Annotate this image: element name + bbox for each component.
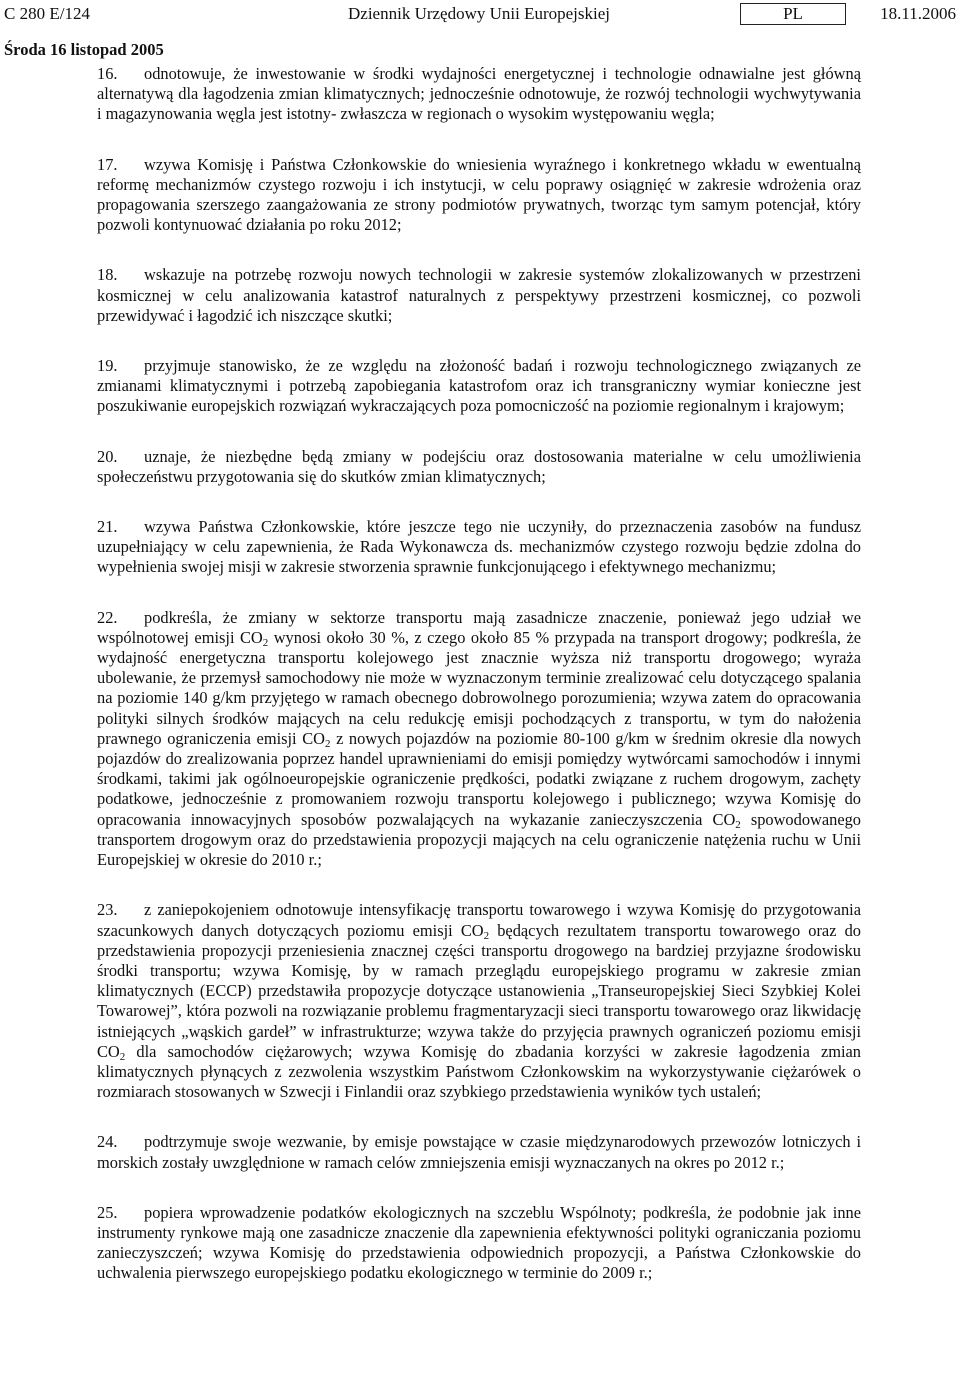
session-date: Środa 16 listopad 2005 <box>4 40 164 59</box>
subscript: 2 <box>324 737 331 750</box>
publication-date: 18.11.2006 <box>880 4 956 23</box>
page-header <box>4 3 956 25</box>
subscript: 2 <box>735 818 741 831</box>
paragraph-number: 25. <box>97 1202 118 1222</box>
subscript: 2 <box>262 636 269 649</box>
paragraph-text: popiera wprowadzenie podatków ekologicznych na szczeblu Wspólnoty; podkreśla, że podobnie jak inne instrumenty rynkowe mają one zasadnicze znaczenie dla zapewnienia efektywności polityki ograniczania poziomu zanieczyszczeń; wzywa Komisję do przedstawienia odpowiednich propozycji, a Państwa Członkowskie do uchwalenia pierwszego europejskiego podatku ekologicznego w terminie do 2009 r.; <box>97 1202 861 1283</box>
paragraph-number: 24. <box>97 1132 118 1152</box>
paragraph-text: dla samochodów ciężarowych; wzywa Komisję do zbadania korzyści w zakresie łagodzenia zmian klimatycznych płynących z zezwolenia wszystkim Państwom Członkowskim na wykorzystywanie ciężarówek o rozmiarach stosowanych w Szwecji i Finlandii oraz szybkiego przedstawienia wyników tych ustaleń; <box>97 1041 861 1102</box>
paragraph-text: wskazuje na potrzebę rozwoju nowych technologii w zakresie systemów zlokalizowanych w przestrzeni kosmicznej w celu analizowania katastrof naturalnych z perspektywy przestrzeni kosmicznej, co pozwoli przewidywać i łagodzić ich niszczące skutki; <box>97 265 861 325</box>
paragraph-text: przyjmuje stanowisko, że ze względu na złożoność badań i rozwoju technologicznego związanych ze zmianami klimatycznymi i potrzebą zapobiegania katastrofom oraz ich transgraniczny wymiar konieczne jest poszukiwanie europejskich rozwiązań wykraczających poza pomocniczość na poziomie regionalnym i krajowym; <box>97 356 861 416</box>
paragraph-text: podkreśla, że zmiany w sektorze transportu mają zasadnicze znaczenie, ponieważ jego udział we wspólnotowej emisji CO <box>97 607 861 647</box>
paragraph-24 <box>97 1132 861 1172</box>
paragraph-number: 18. <box>97 265 118 285</box>
paragraph-20 <box>97 447 861 487</box>
paragraph-16 <box>97 64 861 125</box>
paragraph-number: 19. <box>97 356 118 376</box>
paragraph-number: 16. <box>97 64 118 83</box>
journal-title: Dziennik Urzędowy Unii Europejskiej <box>348 4 611 23</box>
paragraph-text: uznaje, że niezbędne będą zmiany w podejściu oraz dostosowania materialne w celu umożliwienia społeczeństwu przygotowania się do skutków zmian klimatycznych; <box>97 446 861 486</box>
paragraph-number: 17. <box>97 154 118 174</box>
subscript: 2 <box>119 1050 126 1063</box>
paragraph-25 <box>97 1203 861 1284</box>
language-badge: PL <box>740 3 846 25</box>
paragraph-23 <box>97 900 861 1102</box>
paragraph-number: 23. <box>97 900 118 920</box>
paragraph-18 <box>97 265 861 326</box>
subscript: 2 <box>483 929 490 942</box>
paragraph-text: z zaniepokojeniem odnotowuje intensyfikację transportu towarowego i wzywa Komisję do przygotowania szacunkowych danych dotyczących poziomu emisji CO <box>97 900 861 940</box>
paragraph-text: odnotowuje, że inwestowanie w środki wydajności energetycznej i technologie odnawialne jest główną alternatywą dla łagodzenia zmian klimatycznych; jednocześnie odnotowuje, że rozwój technologii wychwytywania i magazynowania węgla jest istotny- zwłaszcza w regionach o wysokim występowaniu węgla; <box>97 64 861 124</box>
document-body <box>97 64 861 1314</box>
paragraph-text: będących rezultatem transportu towarowego oraz do przedstawienia propozycji przeniesienia znacznej części transportu drogowego na bardziej przyjazne środowisku środki transportu; wzywa Komisję, by w ramach przeglądu europejskiego programu w zakresie zmian klimatycznych (ECCP) przedstawiła propozycje dotyczące ustanowienia „Transeuropejskiej Sieci Szybkiej Kolei Towarowej”, która pozwoli na rozwiązanie problemu fragmentaryzacji sieci transportu towarowego oraz likwidację istniejących „wąskich gardeł” w infrastrukturze; wzywa także do przyjęcia prawnych ograniczeń poziomu emisji CO <box>97 920 862 1061</box>
paragraph-19 <box>97 356 861 417</box>
paragraph-number: 20. <box>97 446 118 466</box>
paragraph-21 <box>97 517 861 578</box>
paragraph-text: wynosi około 30 %, z czego około 85 % przypada na transport drogowy; podkreśla, że wydajność energetyczna transportu kolejowego jest znacznie wyższa niż transportu drogowego; wyraża ubolewanie, że przemysł samochodowy nie może w wyznaczonym terminie zrealizować celu dotyczącego spalania na poziomie 140 g/km przyjętego w ramach obecnego dobrowolnego porozumienia; wzywa zatem do opracowania polityki silnych środków mających na celu redukcję emisji pochodzących z transportu, w tym do nałożenia prawnego ograniczenia emisji CO <box>97 627 861 748</box>
paragraph-text: spowodowanego transportem drogowym oraz do przedstawienia propozycji mających na celu ograniczenie natężenia ruchu w Unii Europejskiej w okresie do 2010 r.; <box>97 809 861 870</box>
paragraph-17 <box>97 155 861 236</box>
paragraph-text: wzywa Państwa Członkowskie, które jeszcze tego nie uczyniły, do przeznaczenia zasobów na fundusz uzupełniający w celu zapewnienia, że Rada Wykonawcza ds. mechanizmów czystego rozwoju będzie zdolna do wypełnienia swojej misji w zakresie stworzenia sprawnie funkcjonującego i efektywnego mechanizmu; <box>97 517 861 577</box>
paragraph-number: 22. <box>97 607 118 627</box>
paragraph-text: z nowych pojazdów na poziomie 80-100 g/km w średnim okresie dla nowych pojazdów do zrealizowania poprzez handel uprawnieniami do emisji pomiędzy wytwórcami samochodów i innymi środkami, takimi jak ogólnoeuropejskie ograniczenie prędkości, podatki związane z ruchem drogowym, zachęty podatkowe, jednocześnie z promowaniem rozwoju transportu kolejowego i publicznego; wzywa Komisję do opracowania innowacyjnych sposobów pozwalających na wykazanie zanieczyszczenia CO <box>97 728 861 829</box>
paragraph-text: wzywa Komisję i Państwa Członkowskie do wniesienia wyraźnego i konkretnego wkładu w ewentualną reformę mechanizmów czystego rozwoju i ich instytucji, w celu poprawy osiągnięć w zakresie wdrożenia oraz propagowania szerszego zaangażowania ze strony podmiotów prywatnych, tworząc tym samym potencjał, który pozwoli kontynuować działania po roku 2012; <box>97 154 861 235</box>
paragraph-number: 21. <box>97 517 118 537</box>
page-reference: C 280 E/124 <box>4 4 90 23</box>
paragraph-22 <box>97 608 861 871</box>
paragraph-text: podtrzymuje swoje wezwanie, by emisje powstające w czasie międzynarodowych przewozów lotniczych i morskich zostały uwzględnione w ramach celów zmniejszenia emisji wyznaczanych na okres po 2012 r.; <box>97 1132 861 1172</box>
